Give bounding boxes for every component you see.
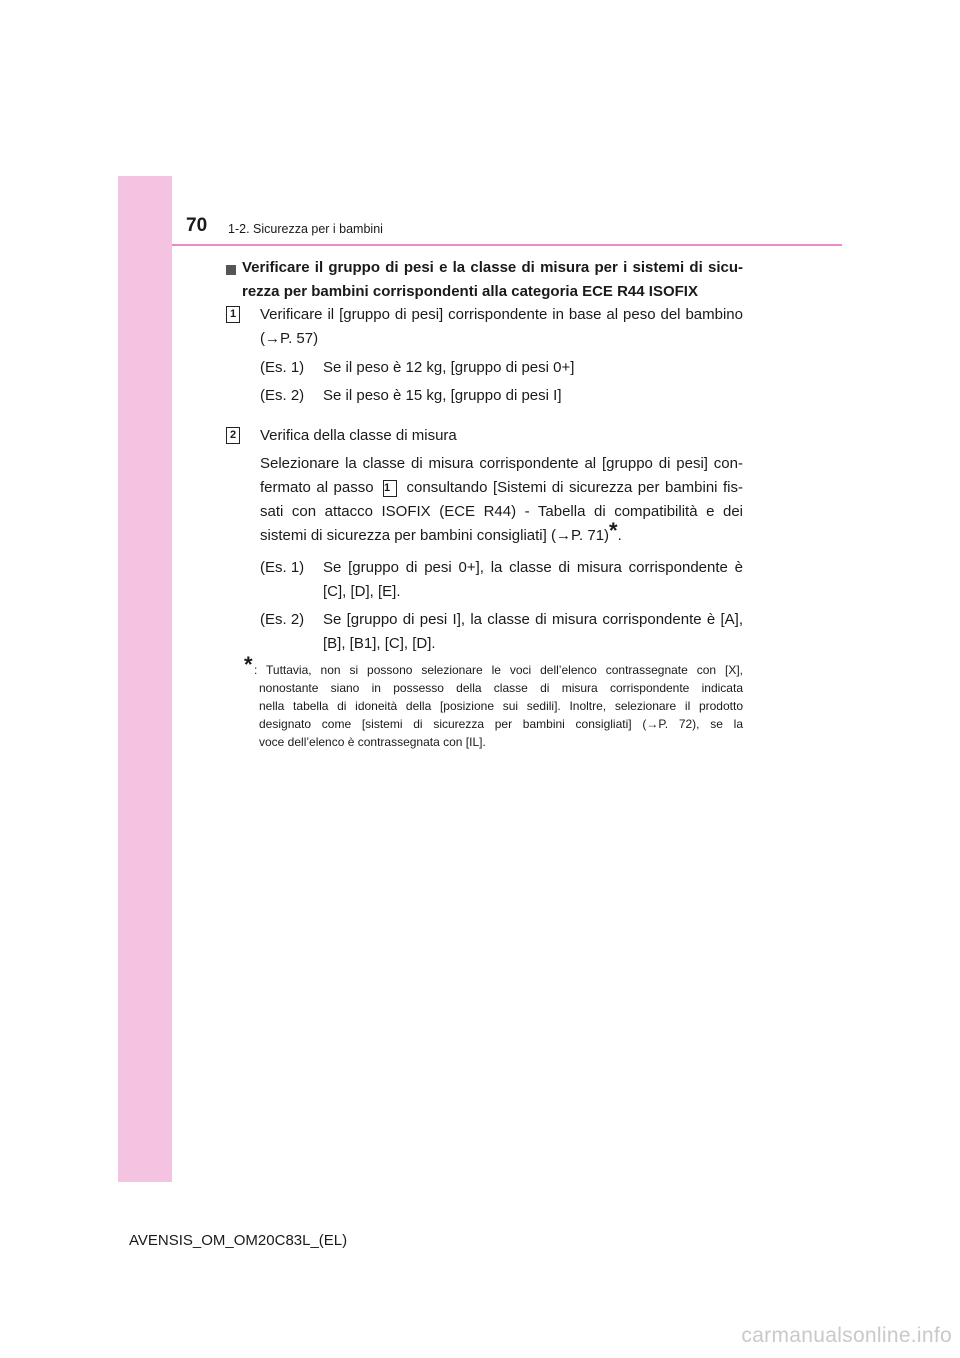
step-2-example-1-line-2: [C], [D], [E]. (323, 583, 401, 600)
step-1-line-2: (→P. 57) (260, 330, 319, 347)
step-2-para-line-4 (260, 518, 622, 548)
step-2-para-line-4-end: . (617, 527, 622, 544)
step-1-line-1: Verificare il [gruppo di pesi] corrispondente in base al peso del bambino (260, 306, 743, 323)
watermark: carmanualsonline.info (741, 1324, 952, 1347)
step-2-example-1-line-1: Se [gruppo di pesi 0+], la classe di misura corrispondente è (323, 559, 743, 576)
step-2-example-1-label: (Es. 1) (260, 559, 305, 576)
footnote-line-1: : Tuttavia, non si possono selezionare le voci dell’elenco contrassegnate con [X], (254, 663, 743, 677)
step-2-title: Verifica della classe di misura (260, 427, 457, 444)
footnote-line-5: voce dell’elenco è contrassegnata con [IL]. (259, 735, 486, 749)
step-1-reference-badge: 1 (383, 480, 397, 497)
header-rule (172, 244, 842, 246)
side-margin-band (118, 176, 172, 1182)
heading-line-2: rezza per bambini corrispondenti alla categoria ECE R44 ISOFIX (242, 283, 698, 300)
step-2-para-line-3: sati con attacco ISOFIX (ECE R44) - Tabella di compatibilità e dei (260, 503, 743, 520)
step-2-example-2-label: (Es. 2) (260, 611, 305, 628)
page-number: 70 (186, 215, 208, 236)
step-2-badge: 2 (226, 427, 240, 444)
step-1-badge: 1 (226, 306, 240, 323)
footnote-line-2: nonostante siano in possesso della classe di misura corrispondente indicata (259, 681, 743, 695)
square-bullet-icon (226, 265, 236, 275)
step-1-example-1-text: Se il peso è 12 kg, [gruppo di pesi 0+] (323, 359, 575, 376)
step-1-example-2-text: Se il peso è 15 kg, [gruppo di pesi I] (323, 387, 562, 404)
footnote-line-4: designato come [sistemi di sicurezza per bambini consigliati] (→P. 72), se la (259, 717, 743, 731)
footnote-line-3: nella tabella di idoneità della [posizione sui sedili]. Inoltre, selezionare il prodotto (259, 699, 743, 713)
step-2-example-2-line-2: [B], [B1], [C], [D]. (323, 635, 436, 652)
step-2-para-line-2-start: fermato al passo (260, 479, 374, 496)
footnote-asterisk-ref: * (609, 518, 618, 543)
step-2-para-line-2 (260, 476, 743, 500)
heading-line-1: Verificare il gruppo di pesi e la classe di misura per i sistemi di sicu- (242, 259, 743, 276)
step-2-example-2-line-1: Se [gruppo di pesi I], la classe di misura corrispondente è [A], (323, 611, 743, 628)
step-2-para-line-2-end: consultando [Sistemi di sicurezza per bambini fis- (406, 479, 743, 496)
step-1-example-1-label: (Es. 1) (260, 359, 305, 376)
footnote-star: * (244, 652, 253, 677)
document-code: AVENSIS_OM_OM20C83L_(EL) (129, 1232, 348, 1249)
section-title: 1-2. Sicurezza per i bambini (228, 222, 383, 236)
step-1-example-2-label: (Es. 2) (260, 387, 305, 404)
step-2-para-line-4-text: sistemi di sicurezza per bambini consigliati] (→P. 71) (260, 527, 610, 544)
step-2-para-line-1: Selezionare la classe di misura corrispondente al [gruppo di pesi] con- (260, 455, 743, 472)
